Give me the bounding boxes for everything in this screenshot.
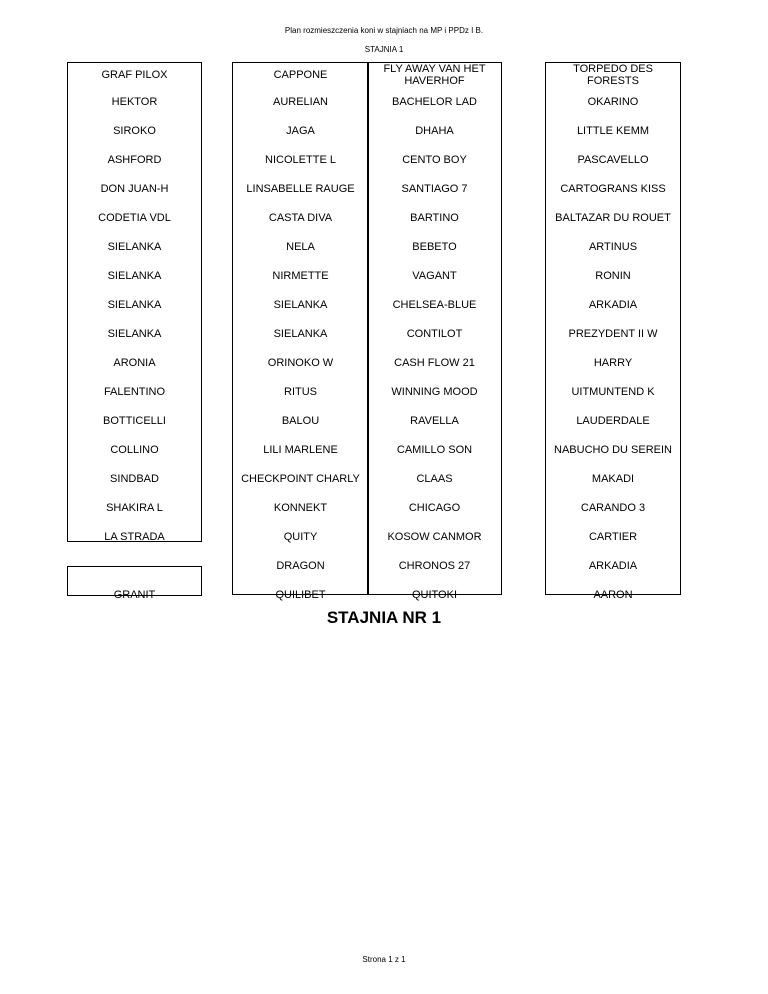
stall-cell: UITMUNTEND K: [571, 385, 655, 398]
stall-cell: CENTO BOY: [402, 153, 467, 166]
stall-cell: LINSABELLE RAUGE: [246, 182, 355, 195]
stall-cell: SHAKIRA L: [106, 501, 163, 514]
stall-cell: SINDBAD: [110, 472, 159, 485]
stall-cell: DHAHA: [415, 124, 454, 137]
stall-cell: LITTLE KEMM: [576, 124, 650, 137]
stall-cell: BARTINO: [410, 211, 459, 224]
stall-cell: BALOU: [281, 414, 320, 427]
stall-cell: CARANDO 3: [580, 501, 646, 514]
stall-cell: ARKADIA: [588, 559, 638, 572]
stall-cell: SIELANKA: [273, 298, 328, 311]
stall-cell: QUILIBET: [275, 588, 326, 601]
page-footer: Strona 1 z 1: [362, 955, 406, 964]
stall-cell: ARKADIA: [588, 298, 638, 311]
stall-cell: NICOLETTE L: [265, 153, 336, 166]
stall-cell: MAKADI: [591, 472, 635, 485]
stall-cell: AARON: [593, 588, 633, 601]
stall-cell: BACHELOR LAD: [392, 95, 477, 108]
stall-cell: CLAAS: [416, 472, 453, 485]
stall-cell: HEKTOR: [111, 95, 158, 108]
stall-cell: AURELIAN: [272, 95, 329, 108]
stall-cell: SIROKO: [113, 124, 156, 137]
stall-cell: CASH FLOW 21: [394, 356, 475, 369]
stable-label: STAJNIA NR 1: [326, 608, 442, 627]
stall-cell: LA STRADA: [104, 530, 165, 543]
stall-cell: FALENTINO: [103, 385, 166, 398]
stall-cell: QUITOKI: [411, 588, 458, 601]
stall-cell: COLLINO: [110, 443, 159, 456]
document-subtitle: STAJNIA 1: [364, 45, 404, 54]
stall-cell: RONIN: [595, 269, 631, 282]
stall-cell: CONTILOT: [406, 327, 463, 340]
stall-cell: GRANIT: [113, 588, 156, 601]
stall-cell: SIELANKA: [107, 298, 162, 311]
stall-cell: TORPEDO DES FORESTS: [573, 62, 653, 87]
stall-cell: WINNING MOOD: [391, 385, 478, 398]
stall-cell: SIELANKA: [107, 269, 162, 282]
stall-cell: QUITY: [283, 530, 318, 543]
stall-cell: CASTA DIVA: [268, 211, 333, 224]
stall-cell: PASCAVELLO: [577, 153, 649, 166]
stall-cell: CODETIA VDL: [98, 211, 171, 224]
stall-cell: JAGA: [286, 124, 315, 137]
stall-cell: CAPPONE: [273, 68, 328, 81]
stall-cell: NIRMETTE: [272, 269, 329, 282]
stall-cell: CHICAGO: [408, 501, 461, 514]
stall-cell: VAGANT: [412, 269, 457, 282]
stall-cell: DON JUAN-H: [100, 182, 169, 195]
stall-cell: BOTTICELLI: [103, 414, 166, 427]
stall-column-1-cells: [67, 62, 202, 601]
stall-cell: [67, 551, 202, 580]
stall-column-4: [545, 62, 681, 601]
stall-cell: ASHFORD: [107, 153, 162, 166]
stall-cell: SIELANKA: [273, 327, 328, 340]
stall-cell: HARRY: [593, 356, 633, 369]
stall-cell: OKARINO: [587, 95, 639, 108]
stall-cell: CHELSEA-BLUE: [392, 298, 477, 311]
document-title: Plan rozmieszczenia koni w stajniach na MP i PPDz I B.: [284, 26, 484, 35]
stall-cell: CARTIER: [588, 530, 638, 543]
stall-cell: FLY AWAY VAN HET HAVERHOF: [383, 62, 486, 87]
stall-cell: KOSOW CANMOR: [387, 530, 482, 543]
stall-cell: ORINOKO W: [267, 356, 334, 369]
stall-cell: ARONIA: [113, 356, 156, 369]
stall-column-2: [232, 62, 369, 601]
stall-cell: SIELANKA: [107, 240, 162, 253]
stall-cell: LAUDERDALE: [576, 414, 650, 427]
stall-cell: RAVELLA: [410, 414, 459, 427]
stall-cell: CAMILLO SON: [396, 443, 473, 456]
stall-cell: CHECKPOINT CHARLY: [241, 472, 360, 485]
stall-cell: BEBETO: [412, 240, 457, 253]
stall-cell: KONNEKT: [273, 501, 328, 514]
stall-cell: LILI MARLENE: [263, 443, 338, 456]
stall-cell: CARTOGRANS KISS: [560, 182, 666, 195]
stall-cell: GRAF PILOX: [101, 68, 168, 81]
stall-cell: SIELANKA: [107, 327, 162, 340]
stall-cell: SANTIAGO 7: [401, 182, 468, 195]
stall-cell: BALTAZAR DU ROUET: [555, 211, 671, 224]
stall-cell: RITUS: [284, 385, 317, 398]
stall-cell: PREZYDENT II W: [568, 327, 658, 340]
stall-cell: ARTINUS: [588, 240, 638, 253]
stall-cell: DRAGON: [276, 559, 325, 572]
stall-cell: NELA: [286, 240, 315, 253]
stall-cell: NABUCHO DU SEREIN: [554, 443, 672, 456]
stall-cell: CHRONOS 27: [398, 559, 471, 572]
stall-column-3: [367, 62, 502, 601]
